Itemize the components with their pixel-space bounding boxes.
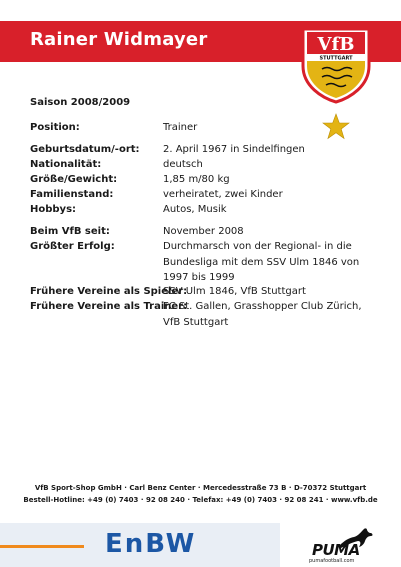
row-label: Frühere Vereine als Trainer: [30,301,188,312]
footer-address [0,482,401,506]
footer-line-hotline: Bestell-Hotline: +49 (0) 7403 · 92 08 240 · Telefax: +49 (0) 7403 · 92 08 241 · www.vfb.de [23,496,378,504]
row-value: 2. April 1967 in Sindelfingen [163,144,305,155]
player-name: Rainer Widmayer [30,29,208,50]
row-value: SSV Ulm 1846, VfB Stuttgart [163,286,306,297]
enbw-accent-line [0,545,84,548]
vfb-crest-icon [300,26,372,104]
row-label: Beim VfB seit: [30,226,110,237]
crest-band-text: STUTTGART [319,55,353,62]
row-label: Geburtsdatum/-ort: [30,144,140,155]
season-label: Saison 2008/2009 [30,97,131,108]
row-label: Hobbys: [30,204,77,215]
row-value: November 2008 [163,226,244,237]
row-value: verheiratet, zwei Kinder [163,189,283,200]
row-label: Nationalität: [30,159,102,170]
footer-line-address: VfB Sport-Shop GmbH · Carl Benz Center · Mercedesstraße 73 B · D-70372 Stuttgart [34,484,367,492]
row-value: deutsch [163,159,203,170]
row-value: FC St. Gallen, Grasshopper Club Zürich, VfB Stuttgart [163,301,362,328]
row-value: 1,85 m/80 kg [163,174,230,185]
row-label: Größter Erfolg: [30,241,115,252]
row-label: Familienstand: [30,189,114,200]
row-label: Position: [30,122,80,133]
enbw-logo: EnBW [105,529,197,559]
crest-text: VfB [317,34,355,55]
row-label: Frühere Vereine als Spieler: [30,286,188,297]
puma-logo: PUMA [312,541,360,559]
puma-url: pumafootball.com [309,558,355,564]
row-label: Größe/Gewicht: [30,174,118,185]
row-value: Trainer [163,122,198,133]
row-value: Durchmarsch von der Regional- in die Bundesliga mit dem SSV Ulm 1846 von 1997 bis 1999 [163,241,360,283]
row-value: Autos, Musik [163,204,227,215]
